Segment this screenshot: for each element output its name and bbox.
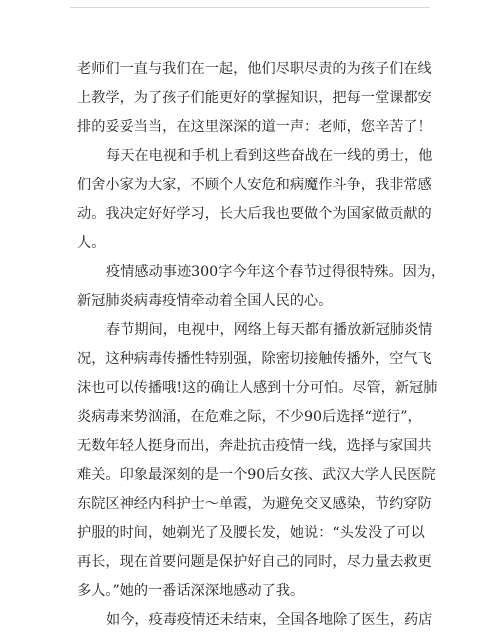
paragraph-2 [77,142,433,258]
paragraph-1 [77,55,432,142]
text-line: 们舍小家为大家，不顾个人安危和病魔作斗争，我非常感 [77,177,432,193]
text-line: 排的妥妥当当，在这里深深的道一声：老师，您辛苦了！ [77,119,432,135]
text-line: 新冠肺炎病毒疫情牵动着全国人民的心。 [77,293,333,309]
text-line: 春节期间，电视中，网络上每天都有播放新冠肺炎情 [106,322,433,338]
text-line: 上教学，为了孩子们能更好的掌握知识，把每一堂课都安 [77,90,432,106]
text-line: 如今，疫毒疫情还未结束，全国各地除了医生，药店 [106,612,433,628]
text-line: 难关。印象最深刻的是一个90后女孩、武汉大学人民医院 [77,467,436,483]
text-line: 况，这种病毒传播性特别强，除密切接触传播外，空气飞 [77,351,432,367]
text-line: 每天在电视和手机上看到这些奋战在一线的勇士，他 [106,148,433,164]
text-line: 动。我决定好好学习，长大后我也要做个为国家做贡献的 [77,206,432,222]
header-rule [70,7,430,8]
paragraph-3 [77,258,446,316]
document-body [77,55,446,635]
text-line: 疫情感动事迹300字今年这个春节过得很特殊。因为， [106,264,446,280]
text-line: 再长，现在首要问题是保护好自己的同时，尽力量去救更 [77,554,432,570]
text-line: 老师们一直与我们在一起，他们尽职尽责的为孩子们在线 [77,61,432,77]
text-line: 炎病毒来势汹涌，在危难之际，不少90后选择“逆行”， [77,409,422,425]
text-line: 东院区神经内科护士～单霞，为避免交叉感染，节约穿防 [77,496,432,512]
text-line: 多人。”她的一番话深深地感动了我。 [77,583,305,599]
paragraph-4 [77,316,438,606]
paragraph-5 [77,606,433,635]
text-line: 无数年轻人挺身而出，奔赴抗击疫情一线，选择与家国共 [77,438,432,454]
text-line: 护服的时间，她剃光了及腰长发，她说：“头发没了可以 [77,525,425,541]
text-line: 人。 [77,235,106,251]
text-line: 沫也可以传播哦!这的确让人感到十分可怕。尽管，新冠肺 [77,380,438,396]
